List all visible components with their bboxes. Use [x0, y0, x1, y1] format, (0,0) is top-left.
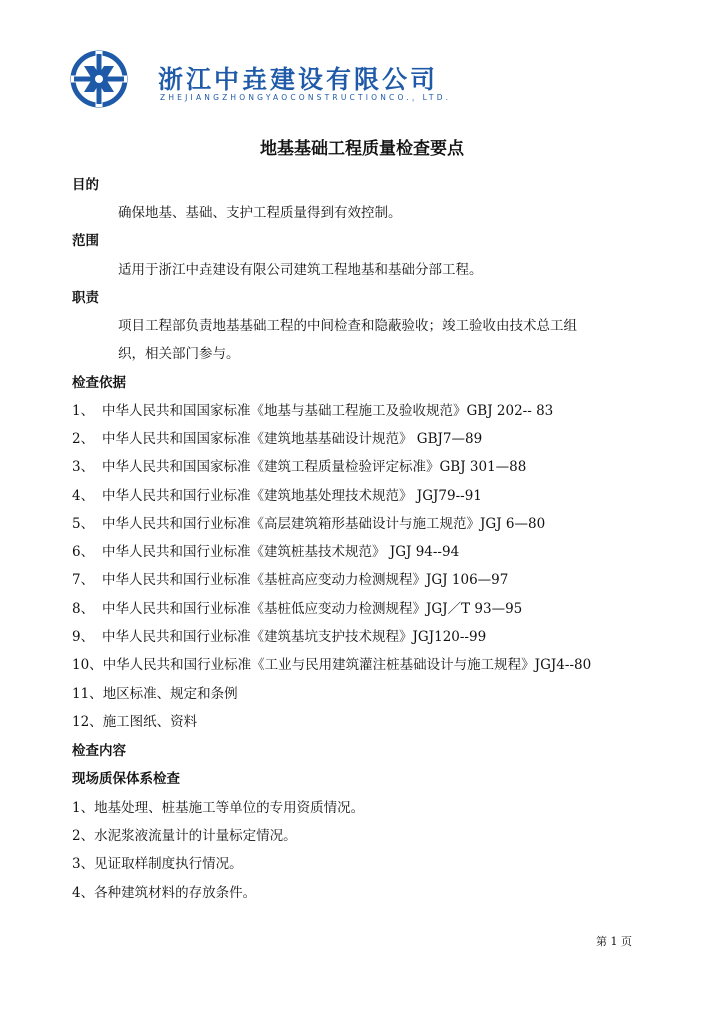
basis-item-text: 地区标准、规定和条例: [102, 686, 238, 702]
basis-item: [72, 455, 526, 475]
heading-scope: 范围: [72, 233, 99, 249]
duty-text-line2: 织，相关部门参与。: [118, 346, 240, 362]
content-item: 3、见证取样制度执行情况。: [72, 856, 243, 872]
basis-item-number: 1、: [72, 403, 95, 419]
basis-item-number: 10、: [72, 657, 103, 673]
company-name-cn: 浙江中垚建设有限公司: [158, 65, 439, 94]
basis-item-text: 中华人民共和国行业标准《高层建筑箱形基础设计与施工规范》JGJ 6—80: [102, 516, 546, 532]
basis-item-number: 12、: [72, 714, 103, 730]
basis-item-number: 3、: [72, 459, 95, 475]
content-item: 1、地基处理、桩基施工等单位的专用资质情况。: [72, 800, 365, 816]
basis-item-text: 中华人民共和国行业标准《基桩高应变动力检测规程》JGJ 106—97: [102, 572, 509, 588]
subheading-quality-system: 现场质保体系检查: [72, 771, 180, 787]
heading-purpose: 目的: [72, 177, 99, 193]
basis-item: [72, 653, 591, 673]
content-item: 2、水泥浆液流量计的计量标定情况。: [72, 828, 297, 844]
basis-item: [72, 540, 459, 560]
basis-item-number: 5、: [72, 516, 95, 532]
basis-item-text: 施工图纸、资料: [102, 714, 198, 730]
basis-item: [72, 710, 197, 730]
basis-item: [72, 625, 486, 645]
basis-item-number: 2、: [72, 431, 95, 447]
basis-item: [72, 597, 522, 617]
basis-item-text: 中华人民共和国行业标准《工业与民用建筑灌注桩基础设计与施工规程》JGJ4--80: [102, 657, 592, 673]
page-number: 第 1 页: [596, 935, 632, 948]
company-name-en: ZHEJIANGZHONGYAOCONSTRUCTIONCO.，LTD.: [160, 93, 452, 102]
heading-content: 检查内容: [72, 743, 126, 759]
basis-item: [72, 399, 553, 419]
basis-item-text: 中华人民共和国行业标准《建筑地基处理技术规范》 JGJ79--91: [102, 488, 482, 504]
basis-item: [72, 682, 238, 702]
basis-item-text: 中华人民共和国国家标准《建筑地基基础设计规范》 GBJ7—89: [102, 431, 483, 447]
scope-text: 适用于浙江中垚建设有限公司建筑工程地基和基础分部工程。: [118, 262, 483, 278]
basis-item: [72, 427, 482, 447]
document-title: 地基基础工程质量检查要点: [260, 139, 464, 159]
basis-item-number: 11、: [72, 686, 103, 702]
basis-item: [72, 484, 482, 504]
basis-item-text: 中华人民共和国行业标准《基桩低应变动力检测规程》JGJ／T 93—95: [102, 601, 523, 617]
basis-item: [72, 568, 508, 588]
basis-item-text: 中华人民共和国国家标准《地基与基础工程施工及验收规范》GBJ 202-- 83: [102, 403, 554, 419]
basis-item-number: 4、: [72, 488, 95, 504]
basis-item-number: 7、: [72, 572, 95, 588]
heading-duty: 职责: [72, 290, 99, 306]
basis-item-text: 中华人民共和国国家标准《建筑工程质量检验评定标准》GBJ 301—88: [102, 459, 527, 475]
basis-item-text: 中华人民共和国行业标准《建筑基坑支护技术规程》JGJ120--99: [102, 629, 487, 645]
basis-item: [72, 512, 545, 532]
purpose-text: 确保地基、基础、支护工程质量得到有效控制。: [118, 205, 402, 221]
company-header: [70, 50, 470, 108]
heading-basis: 检查依据: [72, 375, 126, 391]
basis-item-number: 8、: [72, 601, 95, 617]
basis-item-text: 中华人民共和国行业标准《建筑桩基技术规范》 JGJ 94--94: [102, 544, 460, 560]
duty-text-line1: 项目工程部负责地基基础工程的中间检查和隐蔽验收；竣工验收由技术总工组: [118, 318, 577, 334]
content-item: 4、各种建筑材料的存放条件。: [72, 885, 257, 901]
basis-item-number: 6、: [72, 544, 95, 560]
company-logo-icon: [70, 50, 128, 108]
basis-item-number: 9、: [72, 629, 95, 645]
